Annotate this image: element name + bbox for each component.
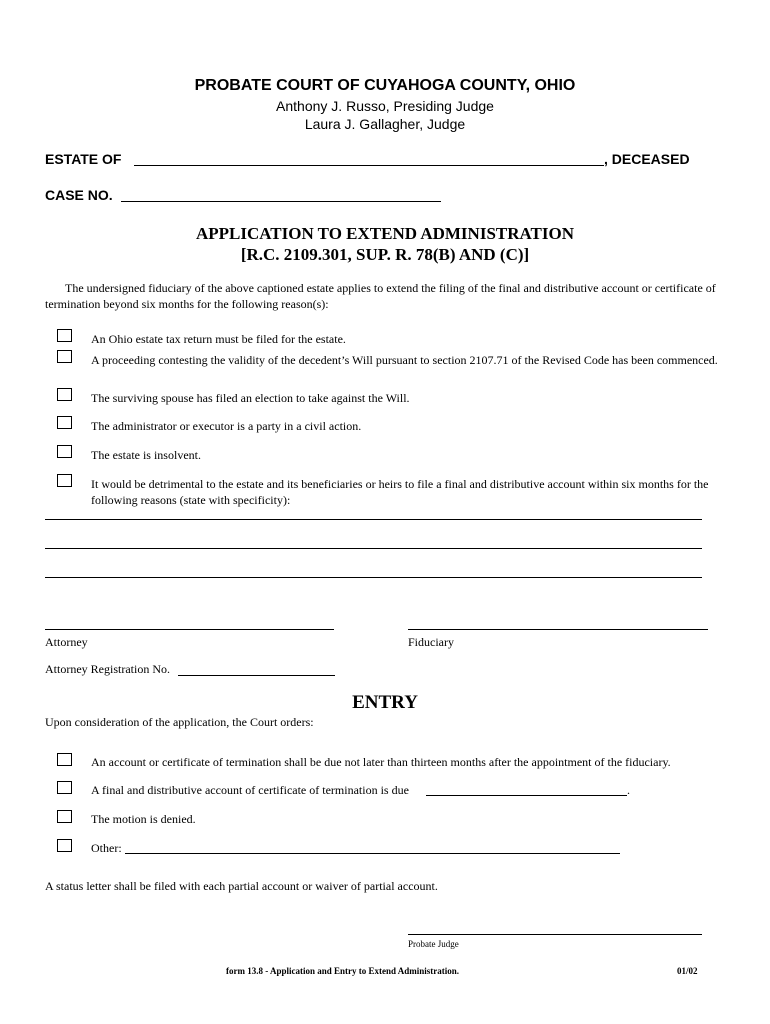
case-no-label: CASE NO. bbox=[45, 187, 113, 203]
order-text-4: Other: bbox=[91, 841, 122, 855]
reason-text-4: The administrator or executor is a party in a civil action. bbox=[91, 419, 362, 433]
judge: Laura J. Gallagher, Judge bbox=[304, 116, 466, 132]
attorney-registration-field[interactable] bbox=[178, 675, 335, 676]
case-no-field[interactable] bbox=[121, 201, 441, 202]
reason-checkbox-4[interactable] bbox=[57, 416, 72, 429]
order-text-3: The motion is denied. bbox=[91, 812, 196, 826]
specificity-line-2[interactable] bbox=[45, 548, 702, 549]
estate-of-label: ESTATE OF bbox=[45, 151, 122, 167]
form-footer: form 13.8 - Application and Entry to Extend Administration. bbox=[226, 966, 460, 976]
reason-checkbox-2[interactable] bbox=[57, 350, 72, 363]
attorney-registration-label: Attorney Registration No. bbox=[45, 662, 170, 676]
deceased-label: , DECEASED bbox=[604, 151, 690, 167]
probate-judge-signature-line[interactable] bbox=[408, 934, 702, 935]
fiduciary-signature-line[interactable] bbox=[408, 629, 708, 630]
presiding-judge: Anthony J. Russo, Presiding Judge bbox=[276, 98, 494, 114]
form-statute: [R.C. 2109.301, SUP. R. 78(B) AND (C)] bbox=[240, 245, 530, 264]
reason-text-6: It would be detrimental to the estate and its beneficiaries or heirs to file a final and distributive account within six months for the following reasons (state with specificity): bbox=[91, 477, 709, 507]
specificity-line-1[interactable] bbox=[45, 519, 702, 520]
reason-text-2: A proceeding contesting the validity of the decedent’s Will pursuant to section 2107.71 of the Revised Code has been commenced. bbox=[91, 353, 718, 367]
reason-checkbox-3[interactable] bbox=[57, 388, 72, 401]
reason-checkbox-6[interactable] bbox=[57, 474, 72, 487]
reason-text-3: The surviving spouse has filed an election to take against the Will. bbox=[91, 391, 410, 405]
attorney-signature-line[interactable] bbox=[45, 629, 334, 630]
due-date-period: . bbox=[627, 783, 630, 797]
entry-title: ENTRY bbox=[352, 692, 418, 713]
due-date-field[interactable] bbox=[426, 795, 627, 796]
order-checkbox-1[interactable] bbox=[57, 753, 72, 766]
court-title: PROBATE COURT OF CUYAHOGA COUNTY, OHIO bbox=[194, 77, 576, 94]
form-title: APPLICATION TO EXTEND ADMINISTRATION bbox=[195, 224, 574, 243]
entry-intro: Upon consideration of the application, the Court orders: bbox=[45, 715, 314, 729]
application-intro: The undersigned fiduciary of the above captioned estate applies to extend the filing of the final and distributive account or certificate of termination beyond six months for the following reason(s): bbox=[45, 281, 716, 311]
reason-checkbox-5[interactable] bbox=[57, 445, 72, 458]
reason-text-5: The estate is insolvent. bbox=[91, 448, 201, 462]
order-checkbox-3[interactable] bbox=[57, 810, 72, 823]
specificity-line-3[interactable] bbox=[45, 577, 702, 578]
estate-name-field[interactable] bbox=[134, 165, 604, 166]
order-text-2: A final and distributive account of certificate of termination is due bbox=[91, 783, 409, 797]
fiduciary-label: Fiduciary bbox=[408, 635, 454, 649]
status-letter-note: A status letter shall be filed with each partial account or waiver of partial account. bbox=[45, 879, 438, 893]
reason-text-1: An Ohio estate tax return must be filed for the estate. bbox=[91, 332, 346, 346]
attorney-label: Attorney bbox=[45, 635, 88, 649]
reason-checkbox-1[interactable] bbox=[57, 329, 72, 342]
order-checkbox-2[interactable] bbox=[57, 781, 72, 794]
other-order-field[interactable] bbox=[125, 853, 620, 854]
order-text-1: An account or certificate of termination shall be due not later than thirteen months after the appointment of the fiduciary. bbox=[91, 755, 671, 769]
probate-judge-label: Probate Judge bbox=[408, 939, 459, 949]
order-checkbox-4[interactable] bbox=[57, 839, 72, 852]
form-revision: 01/02 bbox=[677, 966, 698, 976]
